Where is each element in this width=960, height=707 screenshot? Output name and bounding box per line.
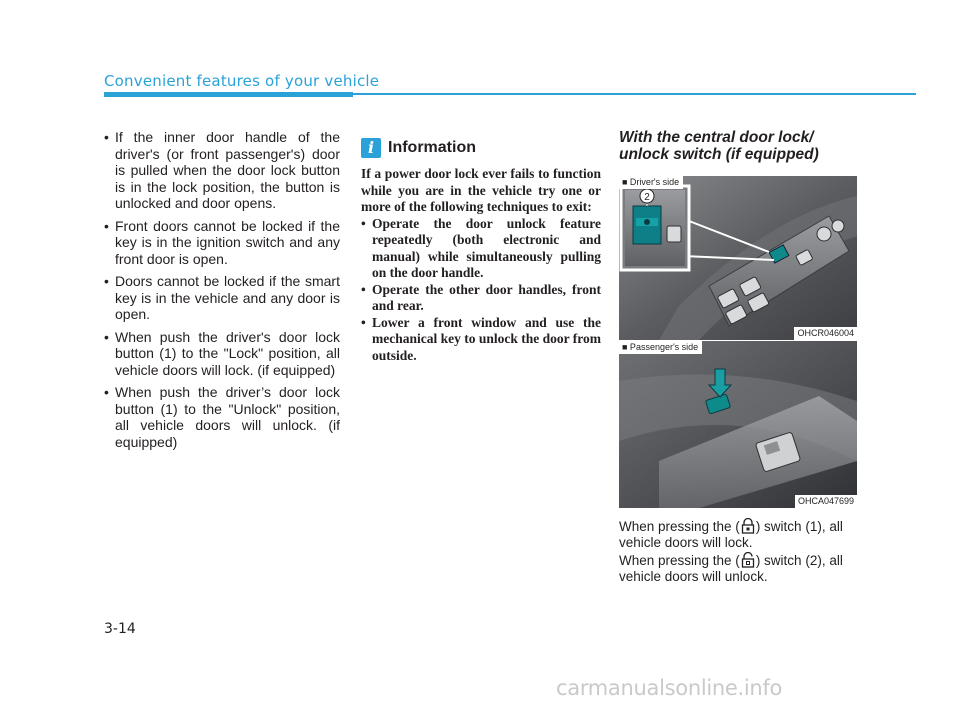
figure-label: ■ Passenger's side <box>619 341 702 354</box>
driver-side-figure <box>619 176 857 340</box>
paragraph-text: ) switch (1), all vehicle doors will lock. <box>619 519 843 550</box>
central-lock-section <box>619 129 859 163</box>
passenger-side-figure <box>619 341 857 508</box>
left-column <box>104 129 340 456</box>
figure-code: OHCR046004 <box>794 327 857 340</box>
lock-icon <box>741 518 755 534</box>
paragraph-text: ) switch (2), all vehicle doors will unlock. <box>619 553 843 584</box>
bullet-list <box>104 129 340 450</box>
paragraph-text: When pressing the ( <box>619 519 740 534</box>
section-title: With the central door lock/ unlock switch (if equipped) <box>619 129 819 163</box>
figure-code: OHCA047699 <box>795 495 857 508</box>
unlock-icon <box>741 552 755 568</box>
list-item: • Lower a front window and use the mechanical key to unlock the door from outside. <box>361 315 601 365</box>
list-item: • When push the driver’s door lock button (1) to the "Unlock" position, all vehicle doors will unlock. (if equipped) <box>104 384 340 450</box>
section-header-title: Convenient features of your vehicle <box>104 72 380 90</box>
list-item: • Operate the door unlock feature repeatedly (both electronic and manual) while simultaneously pulling on the door handle. <box>361 216 601 282</box>
passenger-door-panel-illustration <box>619 341 857 508</box>
unlock-switch-paragraph <box>619 552 859 585</box>
watermark: carmanualsonline.info <box>556 676 783 700</box>
list-item: • Doors cannot be locked if the smart key is in the vehicle and any door is open. <box>104 273 340 323</box>
list-item: • If the inner door handle of the driver's (or front passenger's) door is pulled when the door lock button is in the lock position, the button is unlocked and door opens. <box>104 129 340 212</box>
information-title: Information <box>388 139 476 156</box>
header-rule-accent <box>104 92 353 97</box>
header-rule <box>353 93 916 95</box>
callout-number: 2 <box>644 192 650 203</box>
information-box <box>361 137 601 364</box>
information-header <box>361 137 601 159</box>
list-item: • Front doors cannot be locked if the key is in the ignition switch and any front door is open. <box>104 218 340 268</box>
list-item: • Operate the other door handles, front and rear. <box>361 282 601 315</box>
figure-label: ■ Driver's side <box>619 176 683 189</box>
list-item: • When push the driver's door lock button (1) to the "Lock" position, all vehicle doors will lock. (if equipped) <box>104 329 340 379</box>
information-intro: If a power door lock ever fails to function while you are in the vehicle try one or more of the following techniques to exit: <box>361 166 601 214</box>
paragraph-text: When pressing the ( <box>619 553 740 568</box>
lock-switch-paragraph <box>619 518 859 551</box>
page-number: 3-14 <box>104 621 136 637</box>
driver-door-panel-illustration <box>619 176 857 340</box>
info-icon: i <box>361 138 381 158</box>
information-bullet-list <box>361 216 601 365</box>
